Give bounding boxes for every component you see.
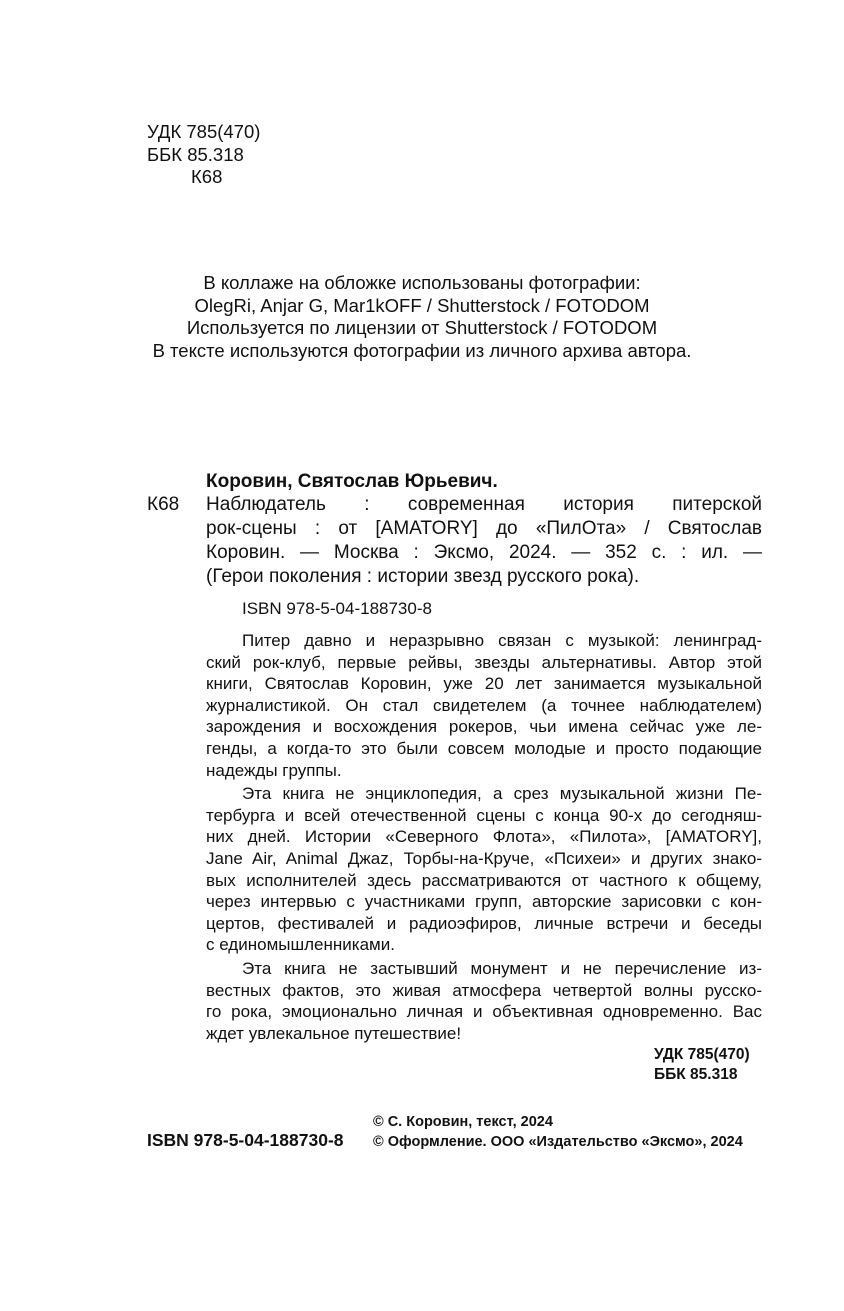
record-isbn: ISBN 978-5-04-188730-8 [242, 599, 432, 618]
annotation-line: генды, а когда-то это были совсем молодые и просто подающие [206, 738, 762, 758]
credit-line: В тексте используются фотографии из личного архива автора. [152, 339, 692, 361]
annotation-line: Эта книга не энциклопедия, а срез музыкальной жизни Пе- [242, 784, 762, 804]
author-mark: К68 [191, 166, 223, 187]
footer-bbk: ББК 85.318 [654, 1066, 738, 1083]
annotation-line: зарождения и восхождения рокеров, чьи имена сейчас уже ле- [206, 717, 762, 737]
classification-block [147, 121, 260, 189]
annotation-line: журналистикой. Он стал свидетелем (а точнее наблюдателем) [206, 695, 762, 715]
annotation [206, 630, 762, 1046]
footer-udk: УДК 785(470) [654, 1046, 750, 1063]
description-line: рок-сцены : от [AMATORY] до «ПилОта» / Святослав [206, 518, 762, 539]
description-line: Наблюдатель : современная история питерской [206, 494, 762, 515]
annotation-paragraph [206, 783, 762, 956]
credit-line: Используется по лицензии от Shutterstock / FOTODOM [186, 317, 658, 338]
description-line: (Герои поколения : истории звезд русского рока). [206, 566, 640, 587]
annotation-line: ский рок-клуб, первые рейвы, звезды альтернативы. Автор этой [206, 652, 762, 672]
annotation-line: с единомышленниками. [206, 935, 395, 955]
annotation-line: через интервью с участниками групп, авторские зарисовки с кон- [206, 892, 762, 912]
copyright-text: © С. Коровин, текст, 2024 [373, 1114, 553, 1130]
annotation-line: вых исполнителей здесь рассматриваются от частного к общему, [206, 870, 762, 890]
annotation-line: вестных фактов, это живая атмосфера четвертой волны русско- [206, 980, 762, 1000]
annotation-line: цертов, фестивалей и радиоэфиров, личные встречи и беседы [206, 913, 762, 933]
copyright-design: © Оформление. ООО «Издательство «Эксмо», 2024 [373, 1134, 743, 1150]
credit-line: OlegRi, Anjar G, Mar1kOFF / Shutterstock / FOTODOM [194, 294, 650, 316]
annotation-paragraph [206, 630, 762, 781]
record-author-mark: К68 [147, 494, 180, 515]
cover-credits [140, 272, 704, 362]
author-heading: Коровин, Святослав Юрьевич. [206, 471, 498, 492]
annotation-paragraph [206, 958, 762, 1044]
annotation-line: них дней. Истории «Северного Флота», «Пилота», [AMATORY], [206, 827, 762, 847]
bibliographic-description [206, 493, 762, 589]
description-line: Коровин. — Москва : Эксмо, 2024. — 352 с. : ил. — [206, 542, 762, 563]
footer-isbn: ISBN 978-5-04-188730-8 [147, 1130, 344, 1150]
annotation-line: Питер давно и неразрывно связан с музыкой: ленинград- [242, 631, 762, 650]
annotation-line: го рока, эмоционально личная и объективная одновременно. Вас [206, 1002, 762, 1022]
annotation-line: книги, Святослав Коровин, уже 20 лет занимается музыкальной [206, 674, 762, 694]
credit-line: В коллаже на обложке использованы фотографии: [203, 272, 641, 293]
footer-classification [654, 1045, 750, 1085]
annotation-line: ждет увлекальное путешествие! [206, 1023, 462, 1043]
udk-code: УДК 785(470) [147, 121, 261, 142]
annotation-line: надежды группы. [206, 760, 342, 780]
bbk-code: ББК 85.318 [147, 143, 244, 165]
annotation-line: Jane Air, Animal Джаz, Торбы-на-Круче, «Психеи» и других знако- [206, 848, 762, 868]
annotation-line: тербурга и всей отечественной сцены с конца 90-х до сегодняш- [206, 805, 762, 825]
annotation-line: Эта книга не застывший монумент и не перечисление из- [242, 958, 762, 978]
copyright-block [373, 1112, 743, 1152]
